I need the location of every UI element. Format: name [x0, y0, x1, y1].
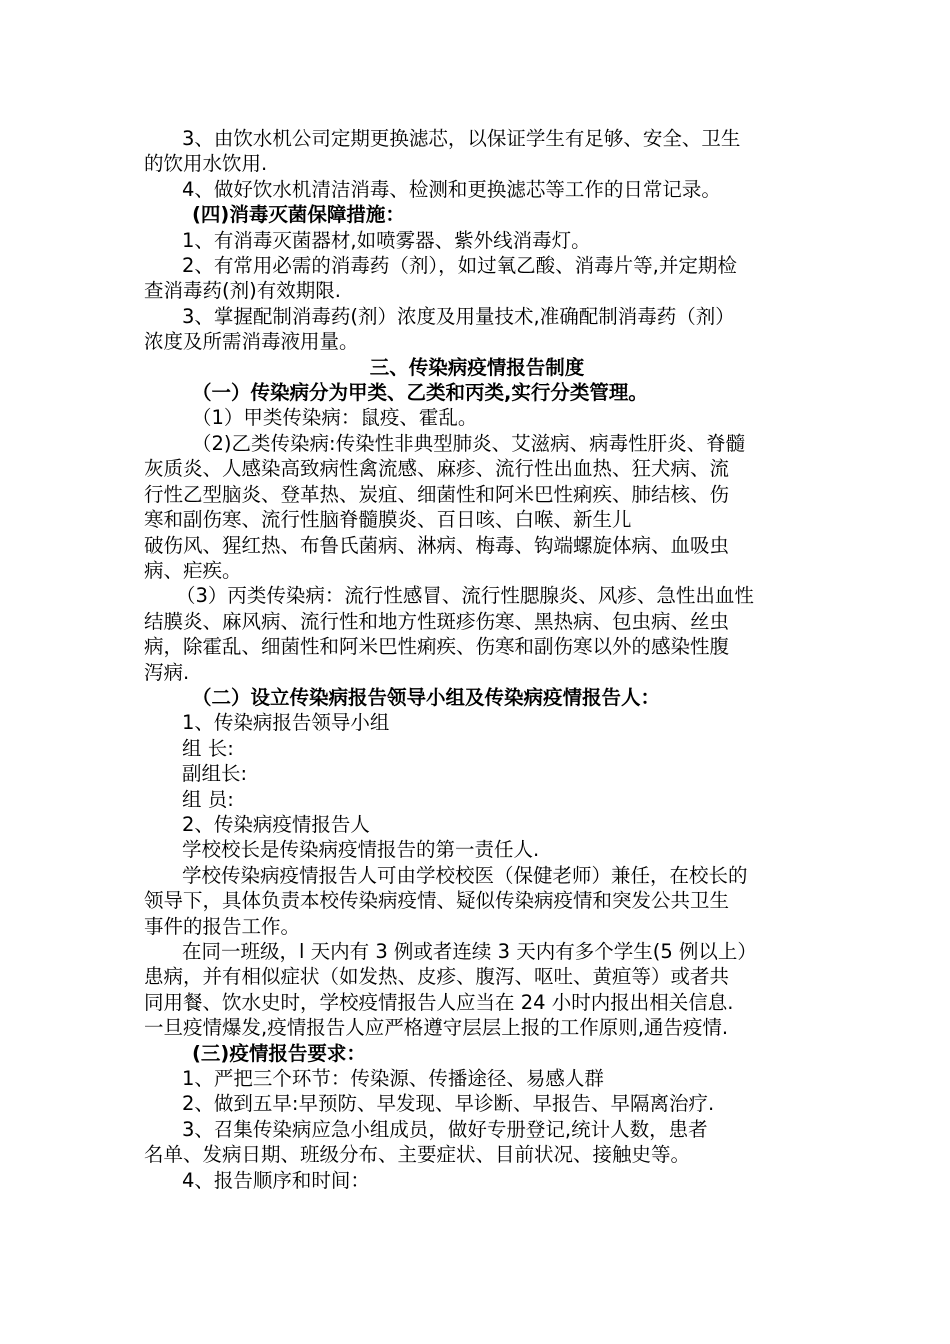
paragraph-line: 1、严把三个环节：传染源、传播途径、易感人群	[182, 1067, 604, 1091]
paragraph-line: 组 员:	[182, 787, 234, 811]
paragraph-line: 在同一班级，l 天内有 3 例或者连续 3 天内有多个学生(5 例以上）	[182, 940, 757, 963]
document-body	[144, 126, 810, 1193]
paragraph-line: 的饮用水饮用.	[144, 152, 268, 176]
paragraph-line: 组 长:	[182, 736, 234, 760]
paragraph-line: 4、报告顺序和时间：	[182, 1168, 370, 1192]
paragraph-line: 行性乙型脑炎、登革热、炭疽、细菌性和阿米巴性痢疾、肺结核、伤	[144, 482, 730, 506]
section-heading: （二）设立传染病报告领导小组及传染病疫情报告人：	[192, 685, 661, 709]
paragraph-line: 病，除霍乱、细菌性和阿米巴性痢疾、伤寒和副伤寒以外的感染性腹	[144, 635, 730, 659]
paragraph-line: 一旦疫情爆发,疫情报告人应严格遵守层层上报的工作原则,通告疫情.	[144, 1016, 729, 1040]
paragraph-line: 同用餐、饮水史时，学校疫情报告人应当在 24 小时内报出相关信息.	[144, 990, 734, 1014]
paragraph-line: 3、由饮水机公司定期更换滤芯，以保证学生有足够、安全、卫生	[182, 127, 741, 150]
section-heading: (三)疫情报告要求：	[192, 1041, 366, 1065]
paragraph-line: 名单、发病日期、班级分布、主要症状、目前状况、接触史等。	[144, 1143, 691, 1167]
paragraph-line: 2、传染病疫情报告人	[182, 812, 370, 836]
paragraph-line: 事件的报告工作。	[144, 914, 301, 938]
paragraph-line: 副组长:	[182, 762, 248, 786]
paragraph-line: （3）丙类传染病：流行性感冒、流行性腮腺炎、风疹、急性出血性	[176, 584, 754, 608]
paragraph-line: （1）甲类传染病：鼠疫、霍乱。	[192, 406, 478, 430]
paragraph-line: 4、做好饮水机清洁消毒、检测和更换滤芯等工作的日常记录。	[182, 177, 721, 201]
paragraph-line: 2、有常用必需的消毒药（剂），如过氧乙酸、消毒片等,并定期检	[182, 254, 737, 278]
paragraph-line: 领导下，具体负责本校传染病疫情、疑似传染病疫情和突发公共卫生	[144, 889, 730, 913]
paragraph-line: 2、做到五早:早预防、早发现、早诊断、早报告、早隔离治疗.	[182, 1092, 715, 1116]
paragraph-line: 寒和副伤寒、流行性脑脊髓膜炎、百日咳、白喉、新生儿	[144, 508, 632, 532]
paragraph-line: 1、有消毒灭菌器材,如喷雾器、紫外线消毒灯。	[182, 228, 591, 252]
section-heading: （一）传染病分为甲类、乙类和丙类,实行分类管理。	[192, 381, 648, 405]
paragraph-line: 结膜炎、麻风病、流行性和地方性斑疹伤寒、黑热病、包虫病、丝虫	[144, 609, 730, 633]
paragraph-line: 患病，并有相似症状（如发热、皮疹、腹泻、呕吐、黄疸等）或者共	[144, 965, 730, 989]
paragraph-line: 浓度及所需消毒液用量。	[144, 330, 359, 354]
section-heading: (四)消毒灭菌保障措施：	[192, 203, 405, 227]
paragraph-line: （2)乙类传染病:传染性非典型肺炎、艾滋病、病毒性肝炎、脊髓	[192, 431, 746, 455]
paragraph-line: 查消毒药(剂)有效期限.	[144, 279, 341, 303]
paragraph-line: 灰质炎、人感染高致病性禽流感、麻疹、流行性出血热、狂犬病、流	[144, 457, 730, 481]
chapter-heading: 三、传染病疫情报告制度	[369, 355, 585, 379]
paragraph-line: 病、疟疾。	[144, 558, 242, 582]
paragraph-line: 学校校长是传染病疫情报告的第一责任人.	[182, 838, 540, 862]
paragraph-line: 泻病.	[144, 660, 190, 684]
paragraph-line: 3、掌握配制消毒药(剂）浓度及用量技术,准确配制消毒药（剂）	[182, 304, 735, 328]
paragraph-line: 3、召集传染病应急小组成员，做好专册登记,统计人数，患者	[182, 1117, 708, 1141]
paragraph-line: 学校传染病疫情报告人可由学校校医（保健老师）兼任，在校长的	[182, 863, 748, 887]
paragraph-line: 1、传染病报告领导小组	[182, 711, 390, 735]
paragraph-line: 破伤风、猩红热、布鲁氏菌病、淋病、梅毒、钩端螺旋体病、血吸虫	[144, 533, 730, 557]
